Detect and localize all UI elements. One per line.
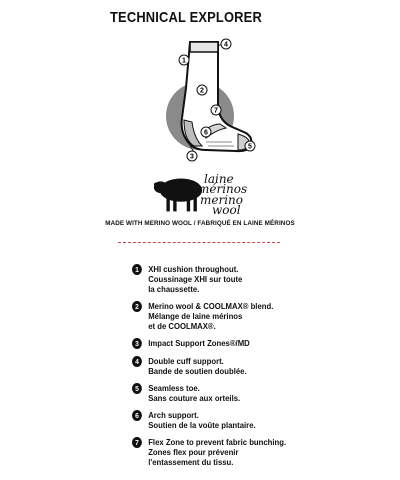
- feature-text-en: XHI cushion throughout.: [148, 264, 239, 274]
- feature-text-fr: Mélange de laine mérinos: [148, 311, 243, 322]
- feature-number-badge: 6: [132, 410, 142, 421]
- feature-text-en: Arch support.: [148, 409, 199, 420]
- dashed-divider: [118, 242, 280, 243]
- feature-number-badge: 3: [132, 338, 142, 349]
- feature-text-en: Merino wool & COOLMAX® blend.: [148, 301, 274, 312]
- svg-text:4: 4: [224, 41, 228, 49]
- merino-wool-logo: [150, 170, 260, 218]
- feature-text-en: Impact Support Zones®/MD: [148, 338, 250, 349]
- svg-text:7: 7: [214, 107, 218, 115]
- feature-number-badge: 4: [132, 356, 142, 367]
- callout-4: [218, 39, 231, 49]
- feature-number-badge: 1: [132, 264, 142, 275]
- feature-item: [132, 264, 348, 294]
- sock-cuff: [190, 42, 218, 52]
- feature-text-fr: l'entassement du tissu.: [148, 457, 234, 468]
- feature-item: [132, 301, 348, 331]
- svg-text:1: 1: [182, 57, 186, 65]
- made-with-merino-caption: MADE WITH MERINO WOOL / FABRIQUÉ EN LAINE MÉRINOS: [105, 220, 295, 227]
- wool-label-fr-1: laine: [204, 172, 234, 186]
- feature-item: [132, 338, 348, 348]
- callout-2: [197, 85, 207, 95]
- feature-text-fr: la chaussette.: [148, 284, 200, 294]
- feature-item: [132, 437, 348, 467]
- callout-7: [211, 105, 221, 115]
- page-title: TECHNICAL EXPLORER: [110, 9, 262, 26]
- wool-label-fr-2: mérinos: [198, 182, 248, 196]
- feature-text-en: Double cuff support.: [148, 355, 224, 366]
- feature-text-fr: Soutien de la voûte plantaire.: [148, 419, 256, 430]
- feature-text-en: Flex Zone to prevent fabric bunching.: [148, 437, 287, 448]
- callout-6: [201, 127, 211, 137]
- feature-number-badge: 5: [132, 383, 142, 394]
- feature-item: [132, 356, 348, 376]
- feature-number-badge: 2: [132, 301, 142, 312]
- wool-label-en-1: merino: [200, 193, 244, 207]
- feature-item: [132, 410, 348, 430]
- feature-text-fr: Zones flex pour prévenir: [148, 447, 239, 458]
- callout-1: [179, 55, 189, 65]
- callout-5: [245, 141, 255, 151]
- feature-item: [132, 383, 348, 403]
- wool-label-en-2: wool: [212, 203, 241, 217]
- feature-list: [132, 264, 372, 474]
- feature-text-fr: Sans couture aux orteils.: [148, 392, 241, 403]
- sock-diagram: [150, 28, 260, 168]
- svg-text:2: 2: [200, 87, 204, 95]
- svg-text:5: 5: [248, 143, 252, 151]
- feature-text-fr: Coussinage XHI sur toute: [148, 274, 243, 284]
- feature-text-fr: et de COOLMAX®.: [148, 321, 216, 332]
- feature-text-fr: Bande de soutien doublée.: [148, 365, 247, 376]
- svg-text:6: 6: [204, 129, 208, 137]
- svg-text:3: 3: [190, 153, 194, 161]
- feature-text-en: Seamless toe.: [148, 382, 200, 393]
- feature-number-badge: 7: [132, 437, 142, 448]
